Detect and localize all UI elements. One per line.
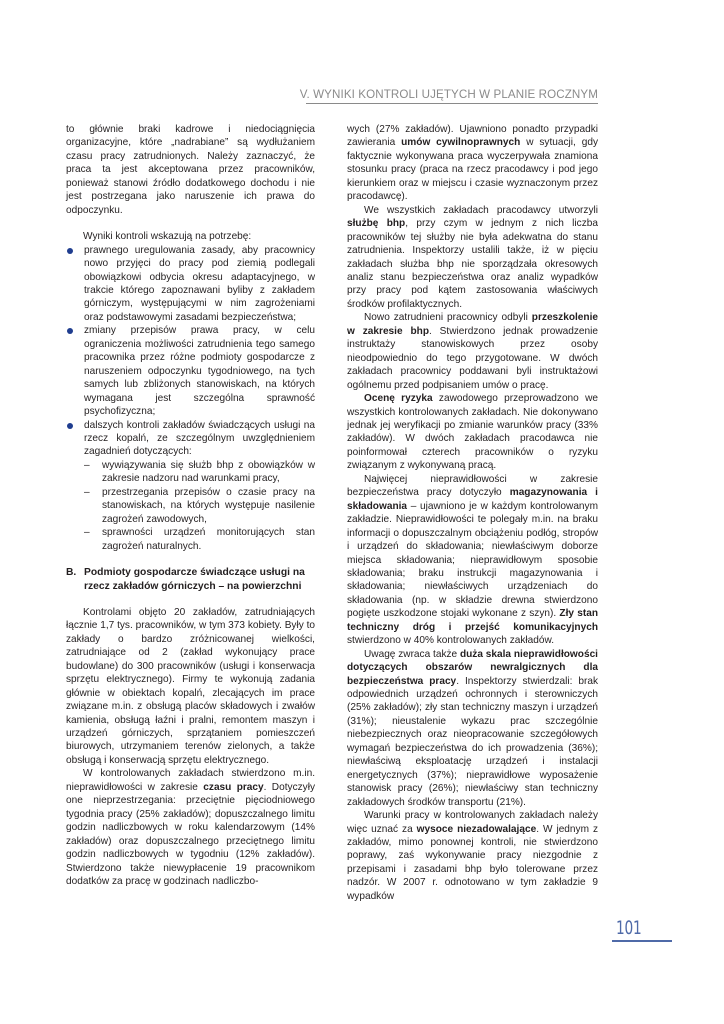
paragraph-kontrolami: Kontrolami objęto 20 zakładów, zatrudniających łącznie 1,7 tys. pracowników, w tym 373 kobiety. Były to zakłady o bardzo zróżnicowanej wielkości, zatrudniające od 2 (zakład wykonujący prace budowlane) do 300 pracowników (usługi i konserwacja sprzętu elektrycznego). Firmy te wykonują zadania głównie w obiektach kopalń, zlecających im prace związane m.in. z obsługą placów składowych i zwałów kamienia, obsługą łaźni i pralni, remontem maszyn i urządzeń górniczych, sprzątaniem pomieszczeń biurowych, utrzymaniem terenów zielonych, a także obsługą i konserwacją sprzętu elektrycznego. bbox=[66, 606, 315, 766]
list-item bbox=[66, 244, 315, 325]
sub-list-item: – przestrzegania przepisów o czasie pracy na stanowiskach, na których występuje nasilenie zagrożeń zawodowych, bbox=[84, 486, 315, 526]
paragraph-intro: to głównie braki kadrowe i niedociągnięcia organizacyjne, które „nadrabiane” są wydłużaniem czasu pracy zatrudnionych. Należy zaznaczyć, że praca ta jest akceptowana przez pracowników, ponieważ stanowi źródło dodatkowego dochodu i nie jest postrzegana jako naruszenie ich prawa do odpoczynku. bbox=[66, 124, 315, 216]
sub-list bbox=[84, 459, 315, 553]
paragraph-obszary-newralgiczne: Uwagę zwraca także duża skala nieprawidłowości dotyczących obszarów newralgicznych dla bezpieczeństwa pracy. Inspektorzy stwierdzali: brak odpowiednich urządzeń ochronnych i sterowniczych (25% zakładów); zły stan techniczny maszyn i urządzeń (31%); nieustalenie wykazu prac szczególnie niebezpiecznych oraz nieopracowanie szczegółowych wymagań bezpieczeństwa do ich prowadzenia (36%); niewłaściwą eksploatację urządzeń i instalacji energetycznych (37%); nieprawidłowe wyposażenie stanowisk pracy (26%); niewłaściwy stan techniczny zakładowych środków transportu (21%). bbox=[347, 648, 599, 808]
bold-term: czasu pracy bbox=[203, 781, 264, 793]
header-rule bbox=[306, 103, 598, 104]
list-item-text: zmiany przepisów prawa pracy, w celu ograniczenia możliwości zatrudnienia tego samego pracownika przez różne podmioty gospodarcze z naruszeniem odpoczynku tygodniowego, na tych samych lub zbliżonych stanowiskach, na których wymagana jest szczególna sprawność psychofizyczna; bbox=[84, 325, 315, 418]
bold-term: służbę bhp bbox=[347, 218, 406, 230]
needs-intro: Wyniki kontroli wskazują na potrzebę: bbox=[83, 231, 252, 243]
paragraph-sluzba-bhp: We wszystkich zakładach pracodawcy utworzyli służbę bhp, przy czym w jednym z nich liczba pracowników tej służby nie była adekwatna do stanu zatrudnienia. Inspektorzy ustalili także, iż w pięciu zakładach służba bhp nie sporządzała okresowych analiz stanu bezpieczeństwa oraz analiz wypadków przy pracy pod kątem zastosowania właściwych środków profilaktycznych. bbox=[347, 204, 598, 310]
left-column bbox=[66, 123, 315, 888]
page-number-rule bbox=[612, 940, 672, 942]
page-number: 101 bbox=[616, 917, 642, 939]
list-item-text: prawnego uregulowania zasady, aby pracownicy nowo przyjęci do pracy pod ziemią podlegali obowiązkowi odbycia okresu adaptacyjnego, w trakcie którego zapoznawani byliby z zakładem górniczym, występującymi w nim zagrożeniami oraz podstawowymi zasadami bezpieczeństwa; bbox=[84, 244, 315, 323]
bold-term: wysoce niezadowalające bbox=[416, 823, 537, 835]
bold-term: umów cywilnoprawnych bbox=[401, 137, 521, 149]
list-item bbox=[66, 324, 315, 418]
section-letter: B. bbox=[66, 567, 77, 579]
sub-list-item: – sprawności urządzeń monitorujących stan zagrożeń naturalnych. bbox=[84, 526, 315, 553]
paragraph-warunki-pracy: Warunki pracy w kontrolowanych zakładach należy więc uznać za wysoce niezadowalające. W jednym z zakładów, mimo ponownej kontroli, nie stwierdzono poprawy, zaś wykonywanie pracy niezgodnie z przepisami i zasadami bhp było tolerowane przez nadzór. W 2007 r. odnotowano w tym zakładzie 9 wypadków bbox=[347, 810, 598, 902]
section-heading bbox=[66, 566, 315, 593]
section-title-text: Podmioty gospodarcze świadczące usługi na rzecz zakładów górniczych – na powierzchni bbox=[84, 567, 305, 592]
paragraph-szkolenie: Nowo zatrudnieni pracownicy odbyli przeszkolenie w zakresie bhp. Stwierdzono jednak prowadzenie instruktaży stanowiskowych przez osoby nieodpowiednio do tego przygotowane. W dwóch zakładach pracownicy poddawani byli instruktażowi ogólnemu przed podpisaniem umów o pracę. bbox=[347, 312, 598, 391]
paragraph-czas-pracy: W kontrolowanych zakładach stwierdzono m.in. nieprawidłowości w zakresie czasu pracy. Dotyczyły one nieprzestrzegania: przeciętnie pięciodniowego tygodnia pracy (25% zakładów); dopuszczalnego limitu godzin nadliczbowych w roku kalendarzowym (14% zakładów) oraz dopuszczalnego przeciętnego limitu godzin nadliczbowych w tygodniu (12% zakładów). Stwierdzono także niewypłacenie 19 pracownikom dodatków za pracę w godzinach nadliczbo- bbox=[66, 768, 315, 888]
paragraph-magazynowanie: Najwięcej nieprawidłowości w zakresie bezpieczeństwa pracy dotyczyło magazynowania i składowania – ujawniono je w każdym kontrolowanym zakładzie. Nieprawidłowości te polegały m.in. na braku informacji o dopuszczalnym obciążeniu podłóg, stropów i urządzeń do składowania; niewłaściwym doborze miejsca składowania; nieprawidłowym sposobie składowania; braku instrukcji magazynowania i składowania; niewłaściwych urządzeniach do składowania (np. w składzie drewna stwierdzono pogięte uszkodzone stojaki wykonane z szyn). Zły stan techniczny dróg i przejść komunikacyjnych stwierdzono w 40% kontrolowanych zakładów. bbox=[347, 473, 598, 647]
bold-term: Zły stan techniczny dróg i przejść komunikacyjnych bbox=[347, 608, 598, 633]
paragraph-ryzyko: Ocenę ryzyka zawodowego przeprowadzono we wszystkich kontrolowanych zakładach. Nie dokonywano jednak jej weryfikacji po zmianie warunków pracy (33% zakładów). W dwóch zakładach pracodawca nie poinformował czterech pracowników o ryzyku związanym z wykonywaną pracą. bbox=[347, 393, 598, 472]
bold-term: Ocenę ryzyka bbox=[364, 393, 433, 405]
list-item bbox=[66, 419, 315, 554]
needs-list bbox=[66, 244, 315, 553]
bold-term: duża skala nieprawidłowości dotyczących obszarów newralgicznych dla bezpieczeństwa pracy bbox=[347, 648, 598, 687]
bold-term: przeszkolenie w zakresie bhp bbox=[347, 312, 598, 337]
sub-list-item: – wywiązywania się służb bhp z obowiązków w zakresie nadzoru nad warunkami pracy, bbox=[84, 459, 315, 486]
list-item-text: dalszych kontroli zakładów świadczących usługi na rzecz kopalń, ze szczególnym uwzględnieniem zagadnień dotyczących: bbox=[84, 419, 315, 458]
right-column bbox=[347, 123, 598, 903]
bold-term: magazynowania i składowania bbox=[347, 487, 598, 512]
running-header: V. WYNIKI KONTROLI UJĘTYCH W PLANIE ROCZNYM bbox=[299, 88, 598, 101]
paragraph-umowy: wych (27% zakładów). Ujawniono ponadto przypadki zawierania umów cywilnoprawnych w sytuacji, gdy faktycznie wykonywana praca wyczerpywała znamiona stosunku pracy (praca na rzecz pracodawcy i pod jego kierunkiem oraz w miejscu i czasie wyznaczonym przez pracodawcę). bbox=[347, 124, 598, 203]
